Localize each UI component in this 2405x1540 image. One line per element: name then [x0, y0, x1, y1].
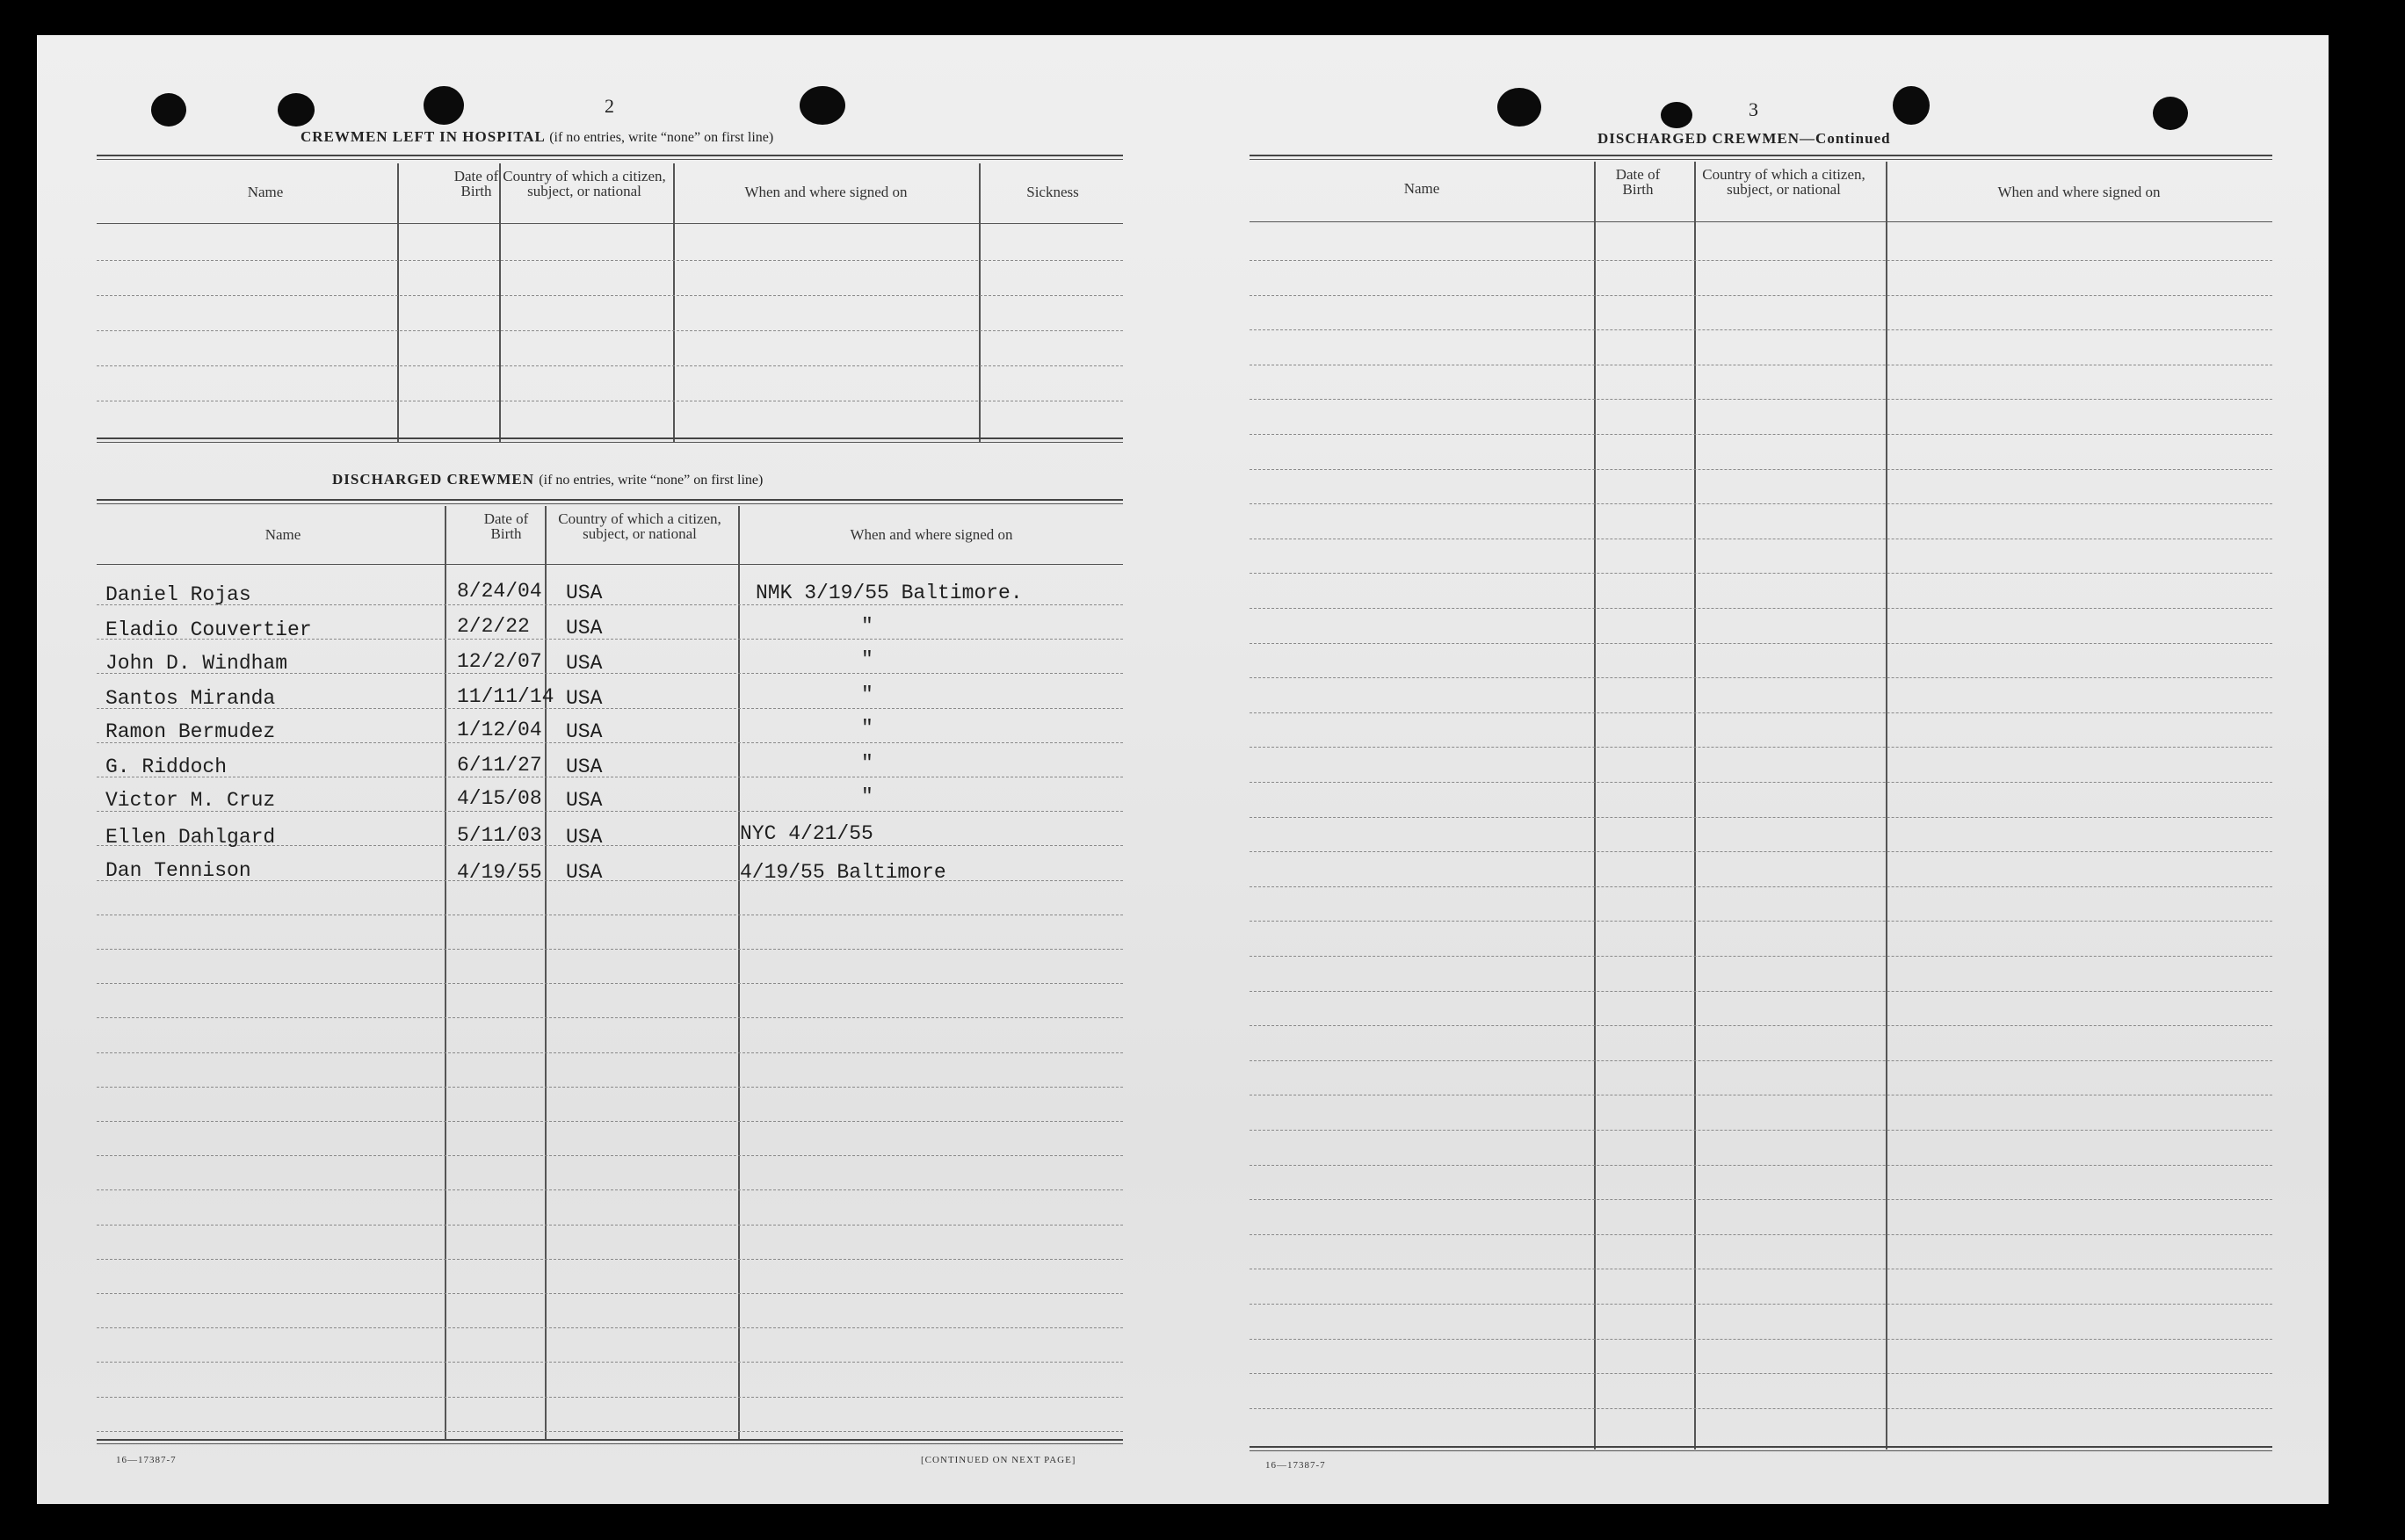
crewman-signed: " — [861, 648, 873, 671]
crewman-signed: " — [861, 683, 873, 706]
right-col-name: Name — [1403, 180, 1440, 197]
hospital-top-rule — [97, 155, 1123, 160]
row-rule — [1250, 817, 2272, 818]
crewman-dob: 2/2/22 — [457, 615, 530, 638]
row-rule — [97, 1397, 1123, 1398]
row-rule — [97, 1121, 1123, 1122]
row-rule — [1250, 608, 2272, 609]
row-rule — [97, 1327, 1123, 1328]
hospital-col-signed: When and where signed on — [744, 184, 908, 200]
row-rule — [97, 983, 1123, 984]
punch-hole — [424, 86, 464, 125]
hospital-col-sickness: Sickness — [1026, 184, 1079, 200]
punch-hole — [1497, 88, 1541, 127]
row-rule — [1250, 1234, 2272, 1235]
row-rule — [1250, 712, 2272, 713]
hospital-col-dob: Date of Birth — [453, 168, 499, 199]
row-rule — [1250, 503, 2272, 504]
punch-hole — [278, 93, 315, 127]
row-rule — [1250, 956, 2272, 957]
crewman-signed: " — [861, 717, 873, 740]
crewman-name: G. Riddoch — [105, 756, 228, 778]
crewman-name: Dan Tennison — [105, 859, 251, 882]
right-bottom-rule — [1250, 1446, 2272, 1451]
row-rule — [97, 1259, 1123, 1260]
row-rule — [1250, 469, 2272, 470]
row-rule — [1250, 295, 2272, 296]
crewman-country: USA — [566, 617, 603, 640]
discharged-header-rule — [97, 564, 1123, 565]
row-rule — [97, 1155, 1123, 1156]
row-rule — [1250, 1373, 2272, 1374]
row-rule — [97, 949, 1123, 950]
row-rule — [1250, 399, 2272, 400]
crewman-name: Daniel Rojas — [105, 583, 251, 606]
right-top-rule — [1250, 155, 2272, 160]
right-col-signed: When and where signed on — [1997, 184, 2161, 200]
hospital-title-text: CREWMEN LEFT IN HOSPITAL — [301, 128, 545, 145]
row-rule — [1250, 851, 2272, 852]
crewman-dob: 5/11/03 — [457, 824, 542, 847]
right-col-divider — [1594, 162, 1596, 1450]
crewman-country: USA — [566, 861, 603, 884]
row-rule — [97, 1189, 1123, 1190]
discharged-col-divider — [445, 506, 446, 1439]
page-number-right: 3 — [1749, 98, 1758, 120]
discharged-col-dob: Date of Birth — [483, 510, 529, 542]
discharged-col-country: Country of which a citizen, subject, or national — [558, 510, 721, 542]
continued-note: [CONTINUED ON NEXT PAGE] — [921, 1455, 1076, 1465]
hospital-row-line — [97, 260, 1123, 261]
crewman-signed: NYC 4/21/55 — [740, 822, 873, 845]
row-rule — [1250, 1408, 2272, 1409]
crewman-name: Ellen Dahlgard — [105, 826, 276, 849]
row-rule — [1250, 643, 2272, 644]
row-rule — [1250, 260, 2272, 261]
crewman-dob: 12/2/07 — [457, 650, 542, 673]
crewman-signed: NMK 3/19/55 Baltimore. — [756, 582, 1023, 604]
punch-hole — [2153, 97, 2188, 130]
hospital-row-line — [97, 295, 1123, 296]
document-sheet — [37, 35, 2329, 1504]
row-rule — [1250, 1165, 2272, 1166]
crewman-signed: " — [861, 752, 873, 775]
row-rule — [97, 1431, 1123, 1432]
discharged-col-divider — [738, 506, 740, 1439]
crewman-country: USA — [566, 720, 603, 743]
crewman-country: USA — [566, 826, 603, 849]
hospital-col-name: Name — [247, 184, 284, 200]
crewman-name: Santos Miranda — [105, 687, 276, 710]
row-rule — [1250, 1130, 2272, 1131]
right-section-title: DISCHARGED CREWMEN—Continued — [1597, 130, 1891, 147]
row-rule — [1250, 1304, 2272, 1305]
row-rule — [1250, 434, 2272, 435]
discharged-title-text: DISCHARGED CREWMEN — [332, 471, 535, 488]
hospital-title-note: (if no entries, write “none” on first line) — [549, 130, 774, 145]
crewman-country: USA — [566, 652, 603, 675]
crewman-dob: 6/11/27 — [457, 754, 542, 777]
hospital-row-line — [97, 365, 1123, 366]
crewman-country: USA — [566, 789, 603, 812]
right-col-divider — [1694, 162, 1696, 1450]
row-rule — [97, 1017, 1123, 1018]
crewman-name: Eladio Couvertier — [105, 618, 312, 641]
punch-hole — [1893, 86, 1930, 125]
form-number-right: 16—17387-7 — [1265, 1460, 1326, 1471]
crewman-dob: 8/24/04 — [457, 580, 542, 603]
crewman-dob: 4/19/55 — [457, 861, 542, 884]
hospital-section-title — [301, 128, 773, 146]
punch-hole — [151, 93, 186, 127]
row-rule — [1250, 573, 2272, 574]
form-number-left: 16—17387-7 — [116, 1455, 177, 1465]
crewman-signed: " — [861, 785, 873, 808]
row-rule — [1250, 329, 2272, 330]
row-rule — [97, 1293, 1123, 1294]
row-rule — [1250, 991, 2272, 992]
row-rule — [1250, 1339, 2272, 1340]
hospital-col-country: Country of which a citizen, subject, or national — [503, 168, 666, 199]
row-rule — [97, 1052, 1123, 1053]
crewman-name: John D. Windham — [105, 652, 288, 675]
crewman-dob: 4/15/08 — [457, 787, 542, 810]
row-rule — [97, 1087, 1123, 1088]
discharged-col-name: Name — [264, 526, 301, 543]
hospital-bottom-rule — [97, 437, 1123, 443]
right-col-country: Country of which a citizen, subject, or national — [1702, 166, 1865, 198]
crewman-name: Victor M. Cruz — [105, 789, 276, 812]
row-rule — [1250, 1199, 2272, 1200]
row-rule — [1250, 782, 2272, 783]
right-col-dob: Date of Birth — [1615, 166, 1661, 198]
hospital-row-line — [97, 330, 1123, 331]
row-rule — [1250, 677, 2272, 678]
crewman-country: USA — [566, 582, 603, 604]
row-rule — [1250, 1060, 2272, 1061]
discharged-section-title — [332, 471, 763, 488]
crewman-dob: 11/11/14 — [457, 685, 554, 708]
punch-hole — [1661, 102, 1692, 128]
row-rule — [1250, 921, 2272, 922]
page-number-left: 2 — [605, 95, 614, 117]
crewman-signed: 4/19/55 Baltimore — [740, 861, 946, 884]
discharged-col-divider — [545, 506, 547, 1439]
crewman-dob: 1/12/04 — [457, 719, 542, 741]
row-rule — [1250, 747, 2272, 748]
right-header-rule — [1250, 221, 2272, 222]
discharged-col-signed: When and where signed on — [850, 526, 1013, 543]
discharged-top-rule — [97, 499, 1123, 504]
crewman-signed: " — [861, 615, 873, 638]
row-rule — [97, 1362, 1123, 1363]
row-rule — [1250, 886, 2272, 887]
crewman-country: USA — [566, 687, 603, 710]
discharged-title-note: (if no entries, write “none” on first line) — [539, 473, 764, 488]
crewman-country: USA — [566, 756, 603, 778]
punch-hole — [800, 86, 845, 125]
discharged-bottom-rule — [97, 1439, 1123, 1444]
row-rule — [1250, 1025, 2272, 1026]
hospital-header-rule — [97, 223, 1123, 224]
crewman-name: Ramon Bermudez — [105, 720, 276, 743]
right-col-divider — [1886, 162, 1887, 1450]
